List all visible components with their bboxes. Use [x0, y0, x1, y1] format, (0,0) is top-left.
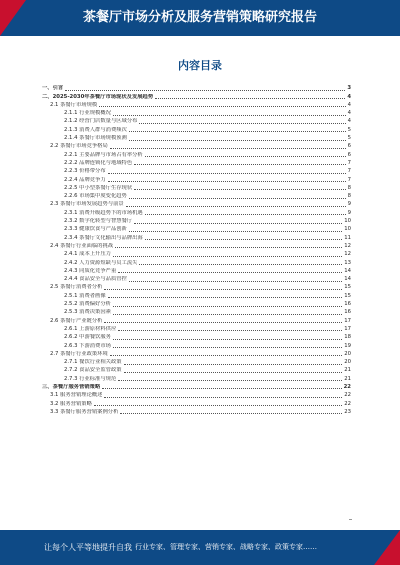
toc-entry[interactable]: [42, 134, 351, 142]
toc-entry-title: 2.4.3 同质化竞争严重: [64, 267, 117, 274]
toc-leader-dots: [108, 297, 343, 298]
toc-entry-page: 22: [344, 392, 351, 399]
toc-entry[interactable]: [42, 125, 351, 133]
toc-entry-title: 2.1.3 消费人群与消费频次: [64, 126, 127, 133]
toc-leader-dots: [118, 272, 342, 273]
toc-entry[interactable]: [42, 250, 351, 258]
toc-entry-title: 3.3 茶餐厅服务营销案例分析: [50, 408, 119, 415]
footer-experts: 行业专家、管理专家、营销专家、战略专家、政策专家……: [135, 543, 317, 551]
toc-leader-dots: [113, 347, 342, 348]
toc-entry[interactable]: [42, 267, 351, 275]
toc-entry[interactable]: [42, 184, 351, 192]
toc-leader-dots: [118, 380, 342, 381]
toc-heading: 内容目录: [178, 59, 222, 72]
footer-bar: [0, 530, 400, 565]
toc-entry-page: 15: [344, 284, 351, 291]
toc-entry[interactable]: [42, 150, 351, 158]
toc-entry[interactable]: [42, 101, 351, 109]
toc-entry-page: 14: [344, 276, 351, 283]
toc-entry[interactable]: [42, 408, 351, 416]
toc-leader-dots: [110, 148, 346, 149]
toc-leader-dots: [129, 198, 346, 199]
toc-leader-dots: [113, 339, 342, 340]
toc-entry-page: 12: [344, 242, 351, 249]
toc-entry-title: 2.7 茶餐厅行业政策环境: [50, 350, 108, 357]
toc-entry-page: 6: [347, 151, 351, 158]
toc-leader-dots: [104, 397, 342, 398]
toc-entry[interactable]: [42, 325, 351, 333]
toc-leader-dots: [102, 388, 341, 389]
toc-entry-title: 3.1 服务营销理论概述: [50, 392, 103, 399]
toc-leader-dots: [145, 214, 346, 215]
toc-entry[interactable]: [42, 308, 351, 316]
toc-entry-title: 2.2.3 价格带分布: [64, 168, 106, 175]
toc-entry[interactable]: [42, 258, 351, 266]
toc-entry-title: 2.6.3 下游消费市场: [64, 342, 111, 349]
toc-entry-title: 2.5.3 消费决策因素: [64, 309, 111, 316]
toc-entry-page: 13: [344, 259, 351, 266]
toc-entry-title: 2.7.1 餐饮行业相关政策: [64, 359, 122, 366]
toc-entry-title: 2.7.2 食品安全监管政策: [64, 367, 122, 374]
toc-entry-title: 2.1.4 茶餐厅市场规模预测: [64, 135, 127, 142]
toc-entry[interactable]: [42, 233, 351, 241]
toc-entry-page: 6: [347, 143, 351, 150]
toc-entry-page: 4: [347, 93, 351, 100]
toc-leader-dots: [155, 98, 345, 99]
toc-entry-page: 22: [344, 400, 351, 407]
toc-entry-title: 2.1 茶餐厅市场规模: [50, 101, 98, 108]
toc-leader-dots: [145, 239, 343, 240]
document-title: 茶餐厅市场分析及服务营销策略研究报告: [82, 10, 317, 25]
toc-entry[interactable]: [42, 167, 351, 175]
toc-entry-page: 5: [347, 126, 351, 133]
toc-entry-page: 4: [347, 110, 351, 117]
toc-entry-page: 9: [347, 201, 351, 208]
toc-entry-page: 17: [344, 325, 351, 332]
page-marker: [349, 519, 352, 520]
toc-entry[interactable]: [42, 383, 351, 391]
toc-entry-page: 16: [344, 309, 351, 316]
toc-entry[interactable]: [42, 333, 351, 341]
toc-entry[interactable]: [42, 374, 351, 382]
toc-entry-page: 23: [344, 408, 351, 415]
toc-entry-page: 14: [344, 267, 351, 274]
toc-entry[interactable]: [42, 350, 351, 358]
toc-leader-dots: [134, 189, 345, 190]
toc-leader-dots: [104, 289, 342, 290]
footer-slogan: 让每个人平等地提升自我: [44, 543, 132, 552]
toc-leader-dots: [124, 364, 343, 365]
toc-entry-title: 2.2.6 市场集中度变化趋势: [64, 193, 127, 200]
toc-entry-page: 19: [344, 342, 351, 349]
toc-entry[interactable]: [42, 225, 351, 233]
toc-entry-page: 7: [347, 176, 351, 183]
toc-leader-dots: [113, 314, 342, 315]
toc-entry-title: 2.6.2 中游餐饮服务: [64, 334, 111, 341]
toc-entry[interactable]: [42, 92, 351, 100]
toc-leader-dots: [113, 256, 342, 257]
toc-leader-dots: [129, 231, 342, 232]
toc-entry[interactable]: [42, 142, 351, 150]
toc-leader-dots: [65, 90, 345, 91]
toc-entry-page: 11: [344, 234, 351, 241]
toc-entry[interactable]: [42, 283, 351, 291]
toc-entry-title: 2.2 茶餐厅市场竞争格局: [50, 143, 108, 150]
toc-entry-page: 20: [344, 350, 351, 357]
toc-entry[interactable]: [42, 208, 351, 216]
toc-entry-page: 8: [347, 193, 351, 200]
toc-leader-dots: [129, 281, 342, 282]
toc-entry[interactable]: [42, 200, 351, 208]
toc-leader-dots: [99, 106, 345, 107]
header-bar: [0, 0, 400, 36]
toc-entry[interactable]: [42, 358, 351, 366]
toc-entry-title: 二、2025-2030年茶餐厅市场现状及发展趋势: [42, 93, 154, 100]
toc-leader-dots: [145, 156, 346, 157]
toc-entry-page: 8: [347, 184, 351, 191]
toc-leader-dots: [94, 405, 342, 406]
toc-entry-title: 2.5 茶餐厅消费者分析: [50, 284, 103, 291]
toc-entry-page: 20: [344, 359, 351, 366]
toc-entry-page: 22: [343, 383, 351, 390]
toc-leader-dots: [113, 306, 342, 307]
toc-entry[interactable]: [42, 117, 351, 125]
toc-entry[interactable]: [42, 341, 351, 349]
toc-entry-page: 4: [347, 118, 351, 125]
toc-leader-dots: [115, 247, 342, 248]
toc-entry-title: 2.3.2 数字化转型与智慧餐厅: [64, 218, 133, 225]
table-of-contents: [42, 84, 351, 416]
toc-entry-title: 2.5.2 消费偏好分析: [64, 301, 111, 308]
toc-entry-title: 2.4.4 食品安全与品质管控: [64, 276, 127, 283]
toc-entry[interactable]: [42, 391, 351, 399]
toc-entry-title: 2.3 茶餐厅市场发展趋势与前景: [50, 201, 124, 208]
toc-entry-title: 2.6 茶餐厅产业链分析: [50, 317, 103, 324]
toc-entry-page: 10: [344, 226, 351, 233]
toc-entry-title: 2.3.3 健康饮食与产品创新: [64, 226, 127, 233]
toc-entry-page: 21: [344, 375, 351, 382]
toc-entry-title: 3.2 服务营销策略: [50, 400, 92, 407]
toc-entry-title: 2.2.4 品牌竞争力: [64, 176, 106, 183]
toc-entry[interactable]: [42, 316, 351, 324]
toc-entry[interactable]: [42, 109, 351, 117]
toc-entry-page: 17: [344, 317, 351, 324]
toc-leader-dots: [139, 264, 342, 265]
toc-entry-title: 2.2.2 品牌连锁化与地域特色: [64, 159, 133, 166]
toc-entry-page: 5: [347, 135, 351, 142]
toc-leader-dots: [104, 322, 342, 323]
toc-leader-dots: [108, 173, 346, 174]
toc-entry-title: 2.1.1 行业规模概况: [64, 110, 111, 117]
toc-entry-title: 2.3.4 茶餐厅文化输出与品牌出海: [64, 234, 143, 241]
toc-entry-page: 18: [344, 334, 351, 341]
footer-accent-triangle: [374, 530, 400, 565]
toc-entry[interactable]: [42, 366, 351, 374]
toc-entry[interactable]: [42, 275, 351, 283]
toc-leader-dots: [113, 115, 346, 116]
toc-entry-title: 2.4.2 人力资源短缺与员工流失: [64, 259, 138, 266]
toc-entry[interactable]: [42, 175, 351, 183]
toc-entry[interactable]: [42, 192, 351, 200]
toc-entry[interactable]: [42, 242, 351, 250]
toc-entry-page: 7: [347, 168, 351, 175]
toc-entry-page: 15: [344, 292, 351, 299]
toc-entry-page: 9: [347, 209, 351, 216]
toc-leader-dots: [108, 181, 346, 182]
toc-entry[interactable]: [42, 159, 351, 167]
toc-entry[interactable]: [42, 291, 351, 299]
toc-leader-dots: [134, 223, 342, 224]
toc-entry-page: 16: [344, 301, 351, 308]
toc-leader-dots: [124, 372, 343, 373]
toc-entry-page: 7: [347, 159, 351, 166]
toc-entry[interactable]: [42, 300, 351, 308]
toc-entry-title: 2.2.5 中小型茶餐厅生存现状: [64, 184, 133, 191]
toc-entry[interactable]: [42, 399, 351, 407]
toc-leader-dots: [139, 123, 345, 124]
toc-entry-page: 3: [347, 85, 351, 92]
toc-leader-dots: [126, 206, 346, 207]
toc-entry-title: 2.3.1 消费升级趋势下的市场机遇: [64, 209, 143, 216]
toc-entry[interactable]: [42, 84, 351, 92]
toc-leader-dots: [129, 131, 346, 132]
toc-entry-title: 2.5.1 消费者画像: [64, 292, 106, 299]
toc-entry-title: 2.4.1 成本上升压力: [64, 251, 111, 258]
toc-leader-dots: [129, 140, 346, 141]
toc-leader-dots: [118, 330, 342, 331]
toc-entry-title: 2.4 茶餐厅行业面临的挑战: [50, 242, 114, 249]
toc-entry-page: 10: [344, 218, 351, 225]
toc-entry-title: 三、茶餐厅服务营销策略: [42, 383, 101, 390]
toc-entry-title: 2.7.3 行业标准与规范: [64, 375, 117, 382]
toc-leader-dots: [120, 413, 342, 414]
toc-entry-title: 2.6.1 上游原材料供应: [64, 325, 117, 332]
toc-leader-dots: [134, 164, 345, 165]
toc-entry-title: 2.2.1 主要品牌与市场占有率分析: [64, 151, 143, 158]
toc-entry-title: 一、引言: [42, 85, 64, 92]
toc-entry-page: 12: [344, 251, 351, 258]
toc-leader-dots: [110, 355, 342, 356]
toc-entry[interactable]: [42, 217, 351, 225]
toc-entry-title: 2.1.2 经营门店数量与区域分布: [64, 118, 138, 125]
toc-entry-page: 4: [347, 101, 351, 108]
toc-entry-page: 21: [344, 367, 351, 374]
